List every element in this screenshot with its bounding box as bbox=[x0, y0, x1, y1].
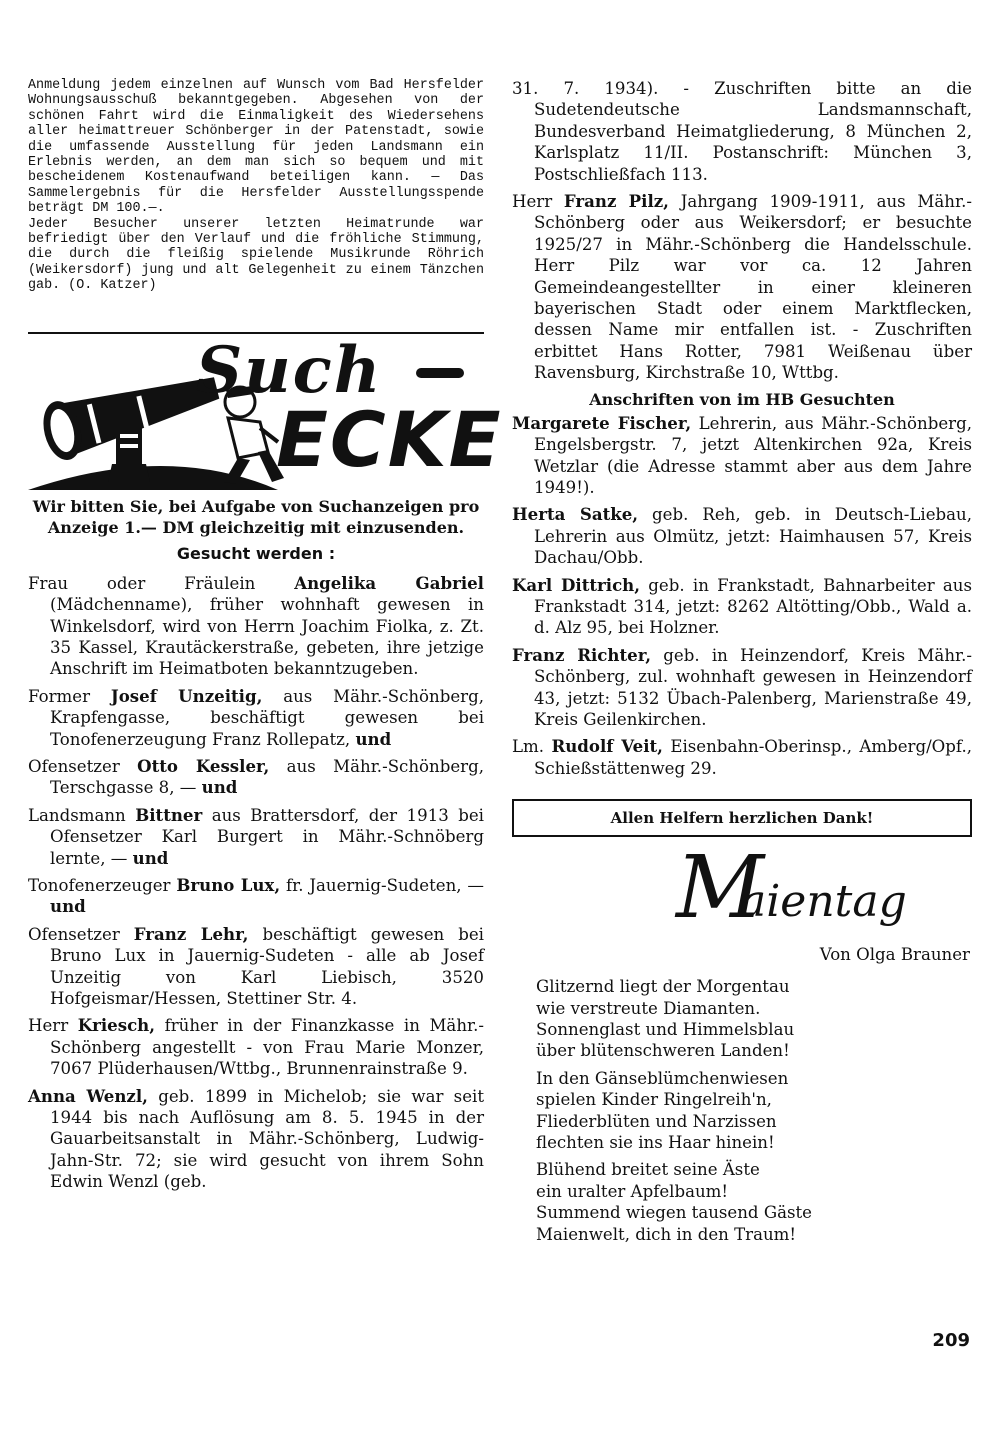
intro-paragraph-2: Jeder Besucher unserer letzten Heimatrunde war befriedigt über den Verlauf und die fröhliche Stimmung, die durch die fleißig spielende Musikrunde Röhrich (Weikersdorf) jung und alt Gelegenheit zu einem Tänzchen gab. (O. Katzer) bbox=[28, 216, 484, 294]
logo-script-text: Such bbox=[196, 332, 383, 408]
search-entry: Landsmann Bittner aus Brattersdorf, der 1913 bei Ofensetzer Karl Burgert in Mähr.-Schnöberg lernte, — und bbox=[28, 804, 484, 868]
right-column bbox=[512, 78, 972, 1251]
poem-line: Sonnenglast und Himmelsblau bbox=[536, 1020, 795, 1039]
poem-line: flechten sie ins Haar hinein! bbox=[536, 1133, 775, 1153]
search-entry: Herr Franz Pilz, Jahrgang 1909-1911, aus Mähr.-Schönberg oder aus Weikersdorf; er besuchte 1925/27 in Mähr.-Schönberg die Handelsschule. Herr Pilz war vor ca. 12 Jahren Gemeindeangestellter in einer kleineren bayerischen Stadt oder einem Marktflecken, dessen Name mir entfallen ist. - Zuschriften erbittet Hans Rotter, 7981 Weißenau über Ravensburg, Kirchstraße 10, Wttbg. bbox=[512, 191, 972, 383]
address-entry: Lm. Rudolf Veit, Eisenbahn-Oberinsp., Amberg/Opf., Schießstättenweg 29. bbox=[512, 736, 972, 778]
address-entry: Margarete Fischer, Lehrerin, aus Mähr.-Schönberg, Engelsbergstr. 7, jetzt Altenkirchen 92a, Kreis Wetzlar (die Adresse stammt aber aus dem Jahre 1949!). bbox=[512, 412, 972, 497]
search-entry: Ofensetzer Franz Lehr, beschäftigt gewesen bei Bruno Lux in Jauernig-Sudeten - alle ab Josef Unzeitig von Karl Liebisch, 3520 Hofgeismar/Hessen, Stettiner Str. 4. bbox=[28, 923, 484, 1008]
addresses-heading: Anschriften von im HB Gesuchten bbox=[589, 389, 895, 409]
poem-line: Summend wiegen tausend Gäste bbox=[536, 1203, 812, 1223]
left-column bbox=[28, 78, 503, 1199]
search-entry-continuation: 31. 7. 1934). - Zuschriften bitte an die Sudetendeutsche Landsmannschaft, Bundesverband Heimatgliederung, 8 München 2, Karlsplatz 11/II. Postanschrift: München 3, Postschließfach 113. bbox=[512, 79, 972, 184]
poem-line: In den Gänseblümchenwiesen bbox=[536, 1068, 789, 1088]
poem-stanza bbox=[536, 976, 972, 1062]
poem-title-initial: M bbox=[676, 838, 765, 939]
logo-dash bbox=[416, 368, 464, 378]
search-entry: Frau oder Fräulein Angelika Gabriel (Mädchenname), früher wohnhaft gewesen in Winkelsdorf, wird von Herrn Joachim Fiolka, z. Zt. 35 Kassel, Krautäckerstraße, gebeten, ihre jetzige Anschrift im Heimatboten bekanntzugeben. bbox=[28, 572, 484, 679]
intro-paragraph-1: Anmeldung jedem einzelnen auf Wunsch vom Bad Hersfelder Wohnungsausschuß bekanntgegeben. Abgesehen von der schönen Fahrt wird die Einmaligkeit des Wiedersehens aller heimattreuer Schönberger in der Patenstadt, sowie die umfassende Ausstellung für jeden Landsmann ein Erlebnis werden, an dem man sich so bequem und mit bescheidenem Kostenaufwand beteiligen kann. — Das Sammelergebnis für die Hersfelder Ausstellungsspende beträgt DM 100.—. bbox=[28, 78, 484, 217]
address-entry: Herta Satke, geb. Reh, geb. in Deutsch-Liebau, Lehrerin aus Olmütz, jetzt: Haimhausen 57, Kreis Dachau/Obb. bbox=[512, 504, 973, 568]
gesucht-heading: Gesucht werden : bbox=[176, 543, 336, 563]
poem-line: Glitzernd liegt der Morgentau bbox=[536, 977, 790, 997]
thanks-text: Allen Helfern herzlichen Dank! bbox=[610, 809, 874, 828]
search-entry: Former Josef Unzeitig, aus Mähr.-Schönberg, Krapfengasse, beschäftigt gewesen bei Tonofenerzeugung Franz Rollepatz, und bbox=[28, 685, 485, 749]
search-entry: Tonofenerzeuger Bruno Lux, fr. Jauernig-Sudeten, — und bbox=[28, 874, 484, 917]
address-entry: Karl Dittrich, geb. in Frankstadt, Bahnarbeiter aus Frankstadt 314, jetzt: 8262 Altötting/Obb., Wald a. d. Alz 95, bei Holzner. bbox=[512, 574, 972, 638]
search-entry: Herr Kriesch, früher in der Finanzkasse in Mähr.-Schönberg angestellt - von Frau Marie Monzer, 7067 Plüderhausen/Wttbg., Brunnenrainstraße 9. bbox=[28, 1015, 485, 1079]
intro-text bbox=[28, 78, 484, 294]
search-entry: Anna Wenzl, geb. 1899 in Michelob; sie war seit 1944 bis nach Auflösung am 8. 5. 1945 in der Gauarbeitsanstalt in Mähr.-Schönberg, Ludwig-Jahn-Str. 72; sie wird gesucht von ihrem Sohn Edwin Wenzl (geb. bbox=[28, 1085, 484, 1192]
page-number: 209 bbox=[932, 1330, 970, 1351]
poem-line: spielen Kinder Ringelreih'n, bbox=[536, 1090, 772, 1110]
poem-line: Fliederblüten und Narzissen bbox=[536, 1111, 777, 1131]
poem-stanza bbox=[536, 1159, 972, 1245]
poem-title-rest: aientag bbox=[740, 876, 907, 928]
logo-block-text: ECKE bbox=[276, 394, 503, 484]
poem-line: wie verstreute Diamanten. bbox=[536, 998, 761, 1018]
thanks-box bbox=[512, 799, 972, 837]
poem-line: über blütenschweren Landen! bbox=[536, 1041, 790, 1061]
search-entry: Ofensetzer Otto Kessler, aus Mähr.-Schönberg, Terschgasse 8, — und bbox=[28, 755, 484, 798]
poem-line: Blühend breitet seine Äste bbox=[536, 1160, 760, 1180]
such-ecke-logo bbox=[28, 332, 503, 492]
address-entry: Franz Richter, geb. in Heinzendorf, Kreis Mähr.-Schönberg, zul. wohnhaft gewesen in Heinzendorf 43, jetzt: 5132 Übach-Palenberg, Marienstraße 49, Kreis Geilenkirchen. bbox=[512, 644, 972, 729]
ad-fee-notice: Wir bitten Sie, bei Aufgabe von Suchanzeigen pro Anzeige 1.— DM gleichzeitig mit einzusenden. bbox=[32, 496, 480, 537]
poem-line: Maienwelt, dich in den Traum! bbox=[536, 1224, 797, 1244]
poem-title bbox=[512, 838, 972, 945]
poem-line: ein uralter Apfelbaum! bbox=[536, 1181, 729, 1201]
poem-byline: Von Olga Brauner bbox=[819, 945, 970, 965]
poem-stanza bbox=[536, 1068, 972, 1154]
